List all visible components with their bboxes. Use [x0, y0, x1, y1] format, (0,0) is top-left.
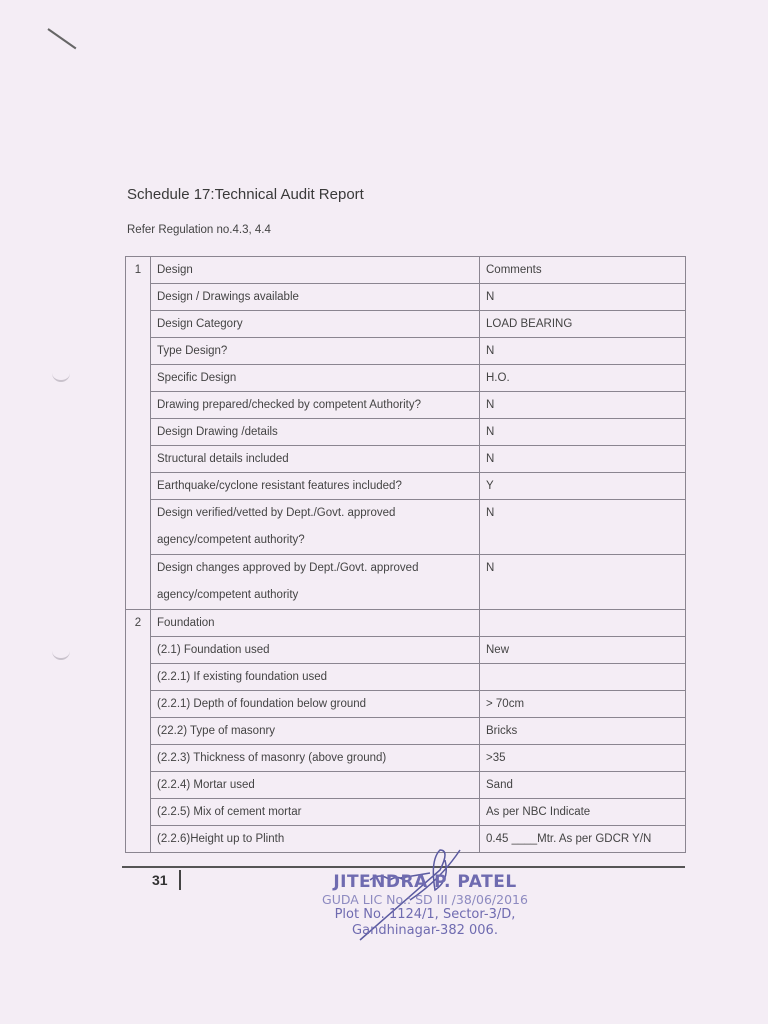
section-number	[126, 365, 151, 392]
stamp	[300, 872, 550, 939]
row-item: (2.2.5) Mix of cement mortar	[151, 799, 480, 826]
row-item: Design	[151, 257, 480, 284]
row-comment: N	[480, 338, 686, 365]
row-comment: N	[480, 392, 686, 419]
punch-hole	[52, 366, 70, 382]
row-item: (2.2.4) Mortar used	[151, 772, 480, 799]
section-number	[126, 691, 151, 718]
section-number	[126, 664, 151, 691]
table-row	[126, 365, 686, 392]
page-number: 31	[152, 872, 168, 888]
section-number: 1	[126, 257, 151, 284]
section-number	[126, 311, 151, 338]
row-item: Specific Design	[151, 365, 480, 392]
row-item: Foundation	[151, 610, 480, 637]
row-item: (2.2.1) If existing foundation used	[151, 664, 480, 691]
table-row	[126, 718, 686, 745]
table-row	[126, 691, 686, 718]
section-number	[126, 419, 151, 446]
section-number	[126, 555, 151, 610]
row-comment: >35	[480, 745, 686, 772]
row-item: Structural details included	[151, 446, 480, 473]
section-number	[126, 772, 151, 799]
row-comment: N	[480, 419, 686, 446]
row-comment: 0.45 ____Mtr. As per GDCR Y/N	[480, 826, 686, 853]
row-comment: New	[480, 637, 686, 664]
page-number-divider	[179, 870, 181, 890]
row-item: (2.2.3) Thickness of masonry (above ground)	[151, 745, 480, 772]
stamp-name: JITENDRA P. PATEL	[333, 872, 517, 892]
stamp-license: GUDA LIC No.: SD III /38/06/2016	[322, 892, 528, 907]
row-comment: LOAD BEARING	[480, 311, 686, 338]
table-row	[126, 473, 686, 500]
row-comment: As per NBC Indicate	[480, 799, 686, 826]
row-comment: N	[480, 555, 686, 610]
regulation-reference: Refer Regulation no.4.3, 4.4	[127, 224, 271, 236]
row-item: (2.2.1) Depth of foundation below ground	[151, 691, 480, 718]
section-number	[126, 799, 151, 826]
row-item: Design verified/vetted by Dept./Govt. approved agency/competent authority?	[151, 500, 480, 555]
table-row	[126, 257, 686, 284]
table-row	[126, 745, 686, 772]
section-number	[126, 826, 151, 853]
row-item: Drawing prepared/checked by competent Authority?	[151, 392, 480, 419]
section-number	[126, 338, 151, 365]
punch-hole	[52, 644, 70, 660]
table-row	[126, 772, 686, 799]
row-item: Design changes approved by Dept./Govt. approved agency/competent authority	[151, 555, 480, 610]
section-number	[126, 473, 151, 500]
row-item: Earthquake/cyclone resistant features included?	[151, 473, 480, 500]
section-number	[126, 745, 151, 772]
row-item: Type Design?	[151, 338, 480, 365]
table-row	[126, 637, 686, 664]
row-item: Design Category	[151, 311, 480, 338]
table-row	[126, 500, 686, 555]
section-number	[126, 500, 151, 555]
row-comment: Sand	[480, 772, 686, 799]
page-title: Schedule 17:Technical Audit Report	[127, 186, 364, 203]
section-number	[126, 637, 151, 664]
row-comment: Y	[480, 473, 686, 500]
stamp-address: Plot No. 1124/1, Sector-3/D,	[334, 907, 516, 922]
table-row	[126, 338, 686, 365]
section-number: 2	[126, 610, 151, 637]
table-row	[126, 555, 686, 610]
row-comment: Comments	[480, 257, 686, 284]
row-comment: N	[480, 284, 686, 311]
table-row	[126, 446, 686, 473]
section-number	[126, 284, 151, 311]
row-item: (22.2) Type of masonry	[151, 718, 480, 745]
table-row	[126, 664, 686, 691]
row-comment: N	[480, 500, 686, 555]
table-row	[126, 284, 686, 311]
table-row	[126, 311, 686, 338]
table-row	[126, 419, 686, 446]
pen-mark	[47, 28, 76, 49]
table-row	[126, 610, 686, 637]
row-item: Design / Drawings available	[151, 284, 480, 311]
row-item: (2.1) Foundation used	[151, 637, 480, 664]
section-number	[126, 392, 151, 419]
table-row	[126, 392, 686, 419]
stamp-city: Gandhinagar-382 006.	[352, 923, 498, 938]
row-comment	[480, 610, 686, 637]
table-row	[126, 799, 686, 826]
row-comment	[480, 664, 686, 691]
section-number	[126, 718, 151, 745]
row-comment: H.O.	[480, 365, 686, 392]
row-item: (2.2.6)Height up to Plinth	[151, 826, 480, 853]
audit-table	[125, 256, 686, 853]
row-comment: > 70cm	[480, 691, 686, 718]
section-number	[126, 446, 151, 473]
row-comment: N	[480, 446, 686, 473]
row-comment: Bricks	[480, 718, 686, 745]
row-item: Design Drawing /details	[151, 419, 480, 446]
